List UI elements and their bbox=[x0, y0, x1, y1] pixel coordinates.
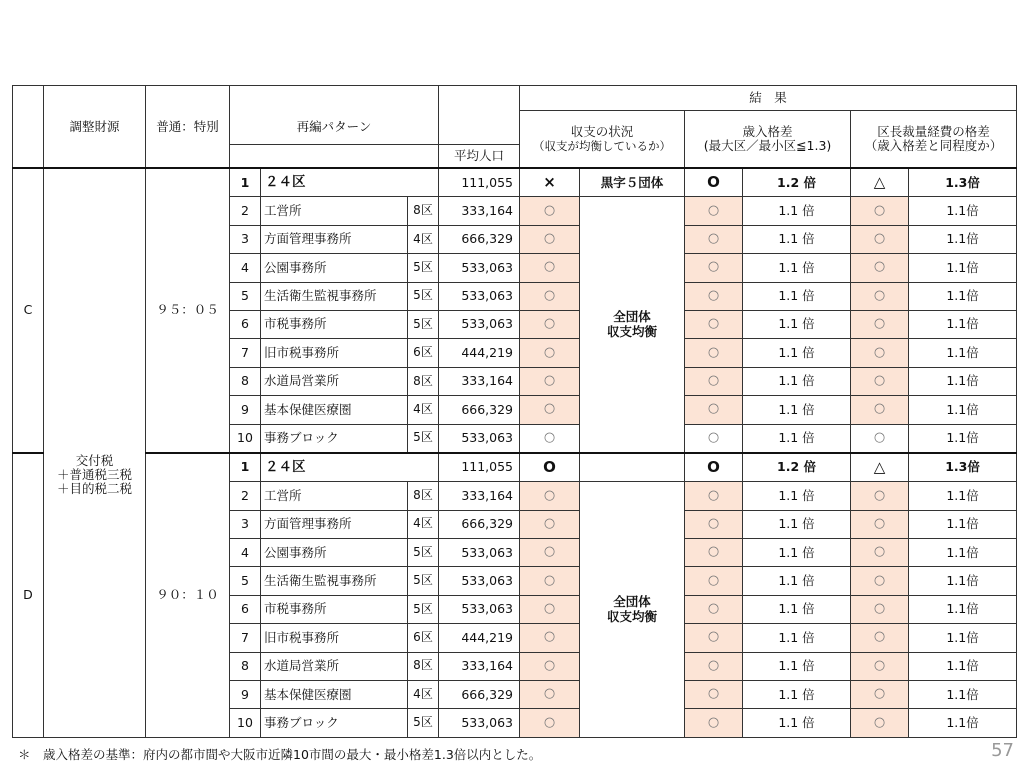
ward-unit: 区 bbox=[420, 686, 433, 701]
balance-symbol: ○ bbox=[520, 282, 580, 310]
merged-balance-line: 全団体 bbox=[613, 309, 651, 325]
balance-symbol: ○ bbox=[520, 624, 580, 652]
balance-symbol: × bbox=[520, 168, 580, 197]
row-number: 8 bbox=[230, 652, 261, 680]
adjust-source-cell bbox=[44, 168, 146, 737]
avg-population: 533,063 bbox=[439, 424, 520, 453]
ward-count-number: 5 bbox=[413, 544, 421, 559]
row-number: 3 bbox=[230, 225, 261, 253]
ward-count bbox=[408, 652, 439, 680]
balance-symbol: ○ bbox=[520, 482, 580, 510]
ward-count bbox=[408, 396, 439, 424]
page-number: 57 bbox=[991, 740, 1014, 761]
ward-cost-symbol: ○ bbox=[851, 396, 909, 424]
balance-symbol: ○ bbox=[520, 396, 580, 424]
ward-unit: 区 bbox=[420, 544, 433, 559]
ward-count bbox=[408, 254, 439, 282]
office-name: 水道局営業所 bbox=[261, 367, 408, 395]
ward-count-number: 5 bbox=[413, 715, 421, 730]
ward-count bbox=[408, 681, 439, 709]
ward-count bbox=[408, 709, 439, 737]
ward-unit: 区 bbox=[420, 401, 433, 416]
ward-count bbox=[408, 567, 439, 595]
income-gap-value: 1.1 倍 bbox=[743, 197, 851, 225]
balance-symbol: ○ bbox=[520, 539, 580, 567]
ward-cost-value: 1.1倍 bbox=[909, 652, 1017, 680]
ward-count-number: 8 bbox=[413, 658, 421, 673]
header-pop-top bbox=[439, 86, 520, 111]
row-number: 6 bbox=[230, 310, 261, 338]
income-gap-value: 1.1 倍 bbox=[743, 424, 851, 453]
avg-population: 533,063 bbox=[439, 709, 520, 737]
ward-count bbox=[408, 624, 439, 652]
ward-count bbox=[408, 595, 439, 623]
ward-cost-value: 1.1倍 bbox=[909, 595, 1017, 623]
income-gap-value: 1.1 倍 bbox=[743, 339, 851, 367]
table-row bbox=[13, 168, 1017, 197]
ward-cost-value: 1.1倍 bbox=[909, 310, 1017, 338]
avg-population: 333,164 bbox=[439, 482, 520, 510]
balance-symbol: ○ bbox=[520, 567, 580, 595]
row-number: 8 bbox=[230, 367, 261, 395]
ward-cost-value: 1.1倍 bbox=[909, 424, 1017, 453]
row-number: 2 bbox=[230, 197, 261, 225]
ward-count bbox=[408, 539, 439, 567]
row-number: 5 bbox=[230, 567, 261, 595]
income-gap-value: 1.1 倍 bbox=[743, 539, 851, 567]
ward-cost-symbol: ○ bbox=[851, 197, 909, 225]
header-pattern-bottom bbox=[230, 145, 439, 169]
header-ward-cost bbox=[851, 111, 1017, 169]
table-row bbox=[13, 453, 1017, 482]
ward-cost-value: 1.1倍 bbox=[909, 681, 1017, 709]
header-income-gap-title: 歳入格差 bbox=[742, 123, 793, 139]
income-gap-symbol: ○ bbox=[685, 197, 743, 225]
header-ward-cost-sub: （歳入格差と同程度か） bbox=[864, 138, 1003, 153]
merged-balance-line: 収支均衡 bbox=[607, 608, 658, 624]
merged-balance-cell bbox=[580, 482, 685, 738]
header-adjust-source: 調整財源 bbox=[44, 86, 146, 169]
balance-symbol: O bbox=[520, 453, 580, 482]
ward-unit: 区 bbox=[420, 259, 433, 274]
avg-population: 533,063 bbox=[439, 539, 520, 567]
office-name: 旧市税事務所 bbox=[261, 624, 408, 652]
office-name: 市税事務所 bbox=[261, 310, 408, 338]
merged-balance-cell bbox=[580, 197, 685, 453]
ward-cost-symbol: ○ bbox=[851, 225, 909, 253]
ward-cost-symbol: ○ bbox=[851, 624, 909, 652]
ward-cost-symbol: ○ bbox=[851, 709, 909, 737]
ward-count bbox=[408, 367, 439, 395]
balance-symbol: ○ bbox=[520, 652, 580, 680]
row-number: 9 bbox=[230, 681, 261, 709]
avg-population: 533,063 bbox=[439, 254, 520, 282]
balance-symbol: ○ bbox=[520, 254, 580, 282]
income-gap-value: 1.1 倍 bbox=[743, 652, 851, 680]
pattern-name: ２４区 bbox=[261, 453, 439, 482]
ward-cost-value: 1.1倍 bbox=[909, 367, 1017, 395]
ward-cost-value: 1.1倍 bbox=[909, 282, 1017, 310]
office-name: 方面管理事務所 bbox=[261, 225, 408, 253]
row-number: 4 bbox=[230, 254, 261, 282]
ward-count bbox=[408, 310, 439, 338]
balance-note bbox=[580, 453, 685, 482]
ward-cost-value: 1.1倍 bbox=[909, 482, 1017, 510]
ward-count-number: 4 bbox=[413, 231, 421, 246]
header-pattern: 再編パターン bbox=[230, 86, 439, 145]
income-gap-value: 1.1 倍 bbox=[743, 282, 851, 310]
income-gap-value: 1.1 倍 bbox=[743, 681, 851, 709]
ward-count bbox=[408, 510, 439, 538]
header-balance-sub: （収支が均衡しているか） bbox=[533, 138, 672, 153]
office-name: 市税事務所 bbox=[261, 595, 408, 623]
balance-symbol: ○ bbox=[520, 424, 580, 453]
balance-symbol: ○ bbox=[520, 310, 580, 338]
office-name: 工営所 bbox=[261, 197, 408, 225]
income-gap-value: 1.1 倍 bbox=[743, 595, 851, 623]
ward-count bbox=[408, 482, 439, 510]
income-gap-symbol: ○ bbox=[685, 396, 743, 424]
row-number: 1 bbox=[230, 168, 261, 197]
adjust-source-line: 交付税 bbox=[75, 452, 114, 468]
ward-count-number: 8 bbox=[413, 488, 421, 503]
ward-cost-value: 1.1倍 bbox=[909, 396, 1017, 424]
pattern-name: ２４区 bbox=[261, 168, 439, 197]
income-gap-symbol: ○ bbox=[685, 595, 743, 623]
ward-cost-symbol: △ bbox=[851, 168, 909, 197]
income-gap-value: 1.1 倍 bbox=[743, 709, 851, 737]
avg-population: 533,063 bbox=[439, 567, 520, 595]
header-income-gap-sub: (最大区／最小区≦1.3) bbox=[703, 138, 832, 153]
balance-symbol: ○ bbox=[520, 709, 580, 737]
income-gap-symbol: ○ bbox=[685, 482, 743, 510]
office-name: 基本保健医療圏 bbox=[261, 396, 408, 424]
ward-cost-symbol: ○ bbox=[851, 482, 909, 510]
income-gap-symbol: ○ bbox=[685, 310, 743, 338]
avg-population: 444,219 bbox=[439, 624, 520, 652]
balance-symbol: ○ bbox=[520, 197, 580, 225]
ward-count bbox=[408, 197, 439, 225]
ward-cost-symbol: △ bbox=[851, 453, 909, 482]
office-name: 事務ブロック bbox=[261, 424, 408, 453]
income-gap-value: 1.1 倍 bbox=[743, 310, 851, 338]
avg-population: 666,329 bbox=[439, 681, 520, 709]
ward-count bbox=[408, 225, 439, 253]
row-number: 5 bbox=[230, 282, 261, 310]
income-gap-value: 1.1 倍 bbox=[743, 225, 851, 253]
office-name: 公園事務所 bbox=[261, 254, 408, 282]
balance-symbol: ○ bbox=[520, 367, 580, 395]
income-gap-symbol: ○ bbox=[685, 624, 743, 652]
income-gap-symbol: O bbox=[685, 168, 743, 197]
ward-cost-symbol: ○ bbox=[851, 424, 909, 453]
income-gap-value: 1.1 倍 bbox=[743, 567, 851, 595]
results-table bbox=[12, 85, 1017, 738]
balance-symbol: ○ bbox=[520, 595, 580, 623]
row-number: 6 bbox=[230, 595, 261, 623]
ward-cost-symbol: ○ bbox=[851, 595, 909, 623]
avg-population: 333,164 bbox=[439, 652, 520, 680]
ward-count bbox=[408, 339, 439, 367]
income-gap-value: 1.1 倍 bbox=[743, 254, 851, 282]
header-balance bbox=[520, 111, 685, 169]
income-gap-value: 1.1 倍 bbox=[743, 624, 851, 652]
ward-cost-symbol: ○ bbox=[851, 282, 909, 310]
office-name: 事務ブロック bbox=[261, 709, 408, 737]
row-number: 7 bbox=[230, 624, 261, 652]
ward-cost-symbol: ○ bbox=[851, 567, 909, 595]
ward-count-number: 5 bbox=[413, 573, 421, 588]
group-label: D bbox=[13, 453, 44, 737]
ward-count-number: 8 bbox=[413, 203, 421, 218]
ward-cost-value: 1.1倍 bbox=[909, 624, 1017, 652]
avg-population: 533,063 bbox=[439, 282, 520, 310]
ward-unit: 区 bbox=[420, 373, 433, 388]
ward-unit: 区 bbox=[420, 715, 433, 730]
ward-cost-symbol: ○ bbox=[851, 681, 909, 709]
balance-note: 黒字５団体 bbox=[580, 168, 685, 197]
row-number: 3 bbox=[230, 510, 261, 538]
ward-unit: 区 bbox=[420, 601, 433, 616]
avg-population: 333,164 bbox=[439, 367, 520, 395]
ward-count-number: 4 bbox=[413, 686, 421, 701]
ward-cost-symbol: ○ bbox=[851, 254, 909, 282]
ward-cost-value: 1.1倍 bbox=[909, 709, 1017, 737]
ward-cost-symbol: ○ bbox=[851, 339, 909, 367]
income-gap-symbol: ○ bbox=[685, 652, 743, 680]
ward-unit: 区 bbox=[420, 316, 433, 331]
avg-population: 333,164 bbox=[439, 197, 520, 225]
income-gap-value: 1.1 倍 bbox=[743, 396, 851, 424]
avg-population: 111,055 bbox=[439, 168, 520, 197]
ward-count-number: 8 bbox=[413, 373, 421, 388]
office-name: 生活衛生監視事務所 bbox=[261, 282, 408, 310]
ward-cost-value: 1.1倍 bbox=[909, 539, 1017, 567]
ward-unit: 区 bbox=[420, 573, 433, 588]
ward-cost-value: 1.1倍 bbox=[909, 567, 1017, 595]
ward-unit: 区 bbox=[420, 345, 433, 360]
header-income-gap bbox=[685, 111, 851, 169]
row-number: 1 bbox=[230, 453, 261, 482]
ward-count-number: 5 bbox=[413, 288, 421, 303]
ward-count-number: 5 bbox=[413, 430, 421, 445]
balance-symbol: ○ bbox=[520, 339, 580, 367]
adjust-source-line: ＋普通税三税 bbox=[56, 467, 132, 483]
income-gap-symbol: ○ bbox=[685, 539, 743, 567]
ward-cost-symbol: ○ bbox=[851, 510, 909, 538]
group-label: C bbox=[13, 168, 44, 453]
ward-cost-symbol: ○ bbox=[851, 652, 909, 680]
ward-unit: 区 bbox=[420, 203, 433, 218]
balance-symbol: ○ bbox=[520, 510, 580, 538]
ward-unit: 区 bbox=[420, 658, 433, 673]
office-name: 公園事務所 bbox=[261, 539, 408, 567]
ward-count-number: 5 bbox=[413, 601, 421, 616]
header-pop-mid bbox=[439, 111, 520, 145]
footnote: ＊ 歳入格差の基準：府内の都市間や大阪市近隣10市間の最大・最小格差1.3倍以内とした。 bbox=[18, 747, 542, 762]
office-name: 生活衛生監視事務所 bbox=[261, 567, 408, 595]
avg-population: 666,329 bbox=[439, 510, 520, 538]
office-name: 水道局営業所 bbox=[261, 652, 408, 680]
avg-population: 533,063 bbox=[439, 310, 520, 338]
income-gap-value: 1.2 倍 bbox=[743, 453, 851, 482]
row-number: 10 bbox=[230, 709, 261, 737]
balance-symbol: ○ bbox=[520, 681, 580, 709]
avg-population: 666,329 bbox=[439, 225, 520, 253]
income-gap-symbol: ○ bbox=[685, 282, 743, 310]
ward-count bbox=[408, 424, 439, 453]
ward-cost-symbol: ○ bbox=[851, 539, 909, 567]
income-gap-symbol: ○ bbox=[685, 510, 743, 538]
row-number: 4 bbox=[230, 539, 261, 567]
header-avg-pop: 平均人口 bbox=[439, 145, 520, 169]
income-gap-symbol: ○ bbox=[685, 339, 743, 367]
income-gap-symbol: ○ bbox=[685, 709, 743, 737]
ward-cost-value: 1.1倍 bbox=[909, 225, 1017, 253]
avg-population: 444,219 bbox=[439, 339, 520, 367]
row-number: 7 bbox=[230, 339, 261, 367]
avg-population: 111,055 bbox=[439, 453, 520, 482]
ratio-cell: ９０：１０ bbox=[146, 453, 230, 737]
income-gap-symbol: O bbox=[685, 453, 743, 482]
adjust-source-line: ＋目的税二税 bbox=[56, 481, 132, 497]
income-gap-symbol: ○ bbox=[685, 681, 743, 709]
ward-cost-value: 1.3倍 bbox=[909, 168, 1017, 197]
balance-symbol: ○ bbox=[520, 225, 580, 253]
header-result: 結 果 bbox=[520, 86, 1017, 111]
ratio-cell: ９５：０５ bbox=[146, 168, 230, 453]
ward-count-number: 6 bbox=[413, 630, 421, 645]
ward-count-number: 5 bbox=[413, 259, 421, 274]
ward-cost-value: 1.1倍 bbox=[909, 197, 1017, 225]
avg-population: 533,063 bbox=[439, 595, 520, 623]
ward-cost-value: 1.1倍 bbox=[909, 254, 1017, 282]
income-gap-value: 1.1 倍 bbox=[743, 510, 851, 538]
merged-balance-line: 収支均衡 bbox=[607, 323, 658, 339]
row-number: 9 bbox=[230, 396, 261, 424]
office-name: 基本保健医療圏 bbox=[261, 681, 408, 709]
ward-cost-value: 1.1倍 bbox=[909, 510, 1017, 538]
office-name: 方面管理事務所 bbox=[261, 510, 408, 538]
income-gap-symbol: ○ bbox=[685, 254, 743, 282]
avg-population: 666,329 bbox=[439, 396, 520, 424]
ward-unit: 区 bbox=[420, 488, 433, 503]
ward-unit: 区 bbox=[420, 630, 433, 645]
ward-cost-symbol: ○ bbox=[851, 367, 909, 395]
merged-balance-line: 全団体 bbox=[613, 594, 651, 610]
ward-unit: 区 bbox=[420, 288, 433, 303]
ward-count-number: 5 bbox=[413, 316, 421, 331]
row-number: 10 bbox=[230, 424, 261, 453]
office-name: 旧市税事務所 bbox=[261, 339, 408, 367]
income-gap-symbol: ○ bbox=[685, 367, 743, 395]
ward-unit: 区 bbox=[420, 516, 433, 531]
ward-count-number: 4 bbox=[413, 516, 421, 531]
header-ratio: 普通：特別 bbox=[146, 86, 230, 169]
income-gap-symbol: ○ bbox=[685, 567, 743, 595]
ward-count-number: 4 bbox=[413, 401, 421, 416]
ward-unit: 区 bbox=[420, 231, 433, 246]
income-gap-value: 1.1 倍 bbox=[743, 367, 851, 395]
income-gap-symbol: ○ bbox=[685, 225, 743, 253]
income-gap-symbol: ○ bbox=[685, 424, 743, 453]
header-balance-title: 収支の状況 bbox=[570, 124, 634, 140]
income-gap-value: 1.1 倍 bbox=[743, 482, 851, 510]
header-group-blank bbox=[13, 86, 44, 169]
ward-cost-symbol: ○ bbox=[851, 310, 909, 338]
income-gap-value: 1.2 倍 bbox=[743, 168, 851, 197]
ward-cost-value: 1.3倍 bbox=[909, 453, 1017, 482]
ward-cost-value: 1.1倍 bbox=[909, 339, 1017, 367]
ward-unit: 区 bbox=[420, 430, 433, 445]
office-name: 工営所 bbox=[261, 482, 408, 510]
ward-count bbox=[408, 282, 439, 310]
row-number: 2 bbox=[230, 482, 261, 510]
ward-count-number: 6 bbox=[413, 345, 421, 360]
header-ward-cost-title: 区長裁量経費の格差 bbox=[877, 123, 990, 139]
